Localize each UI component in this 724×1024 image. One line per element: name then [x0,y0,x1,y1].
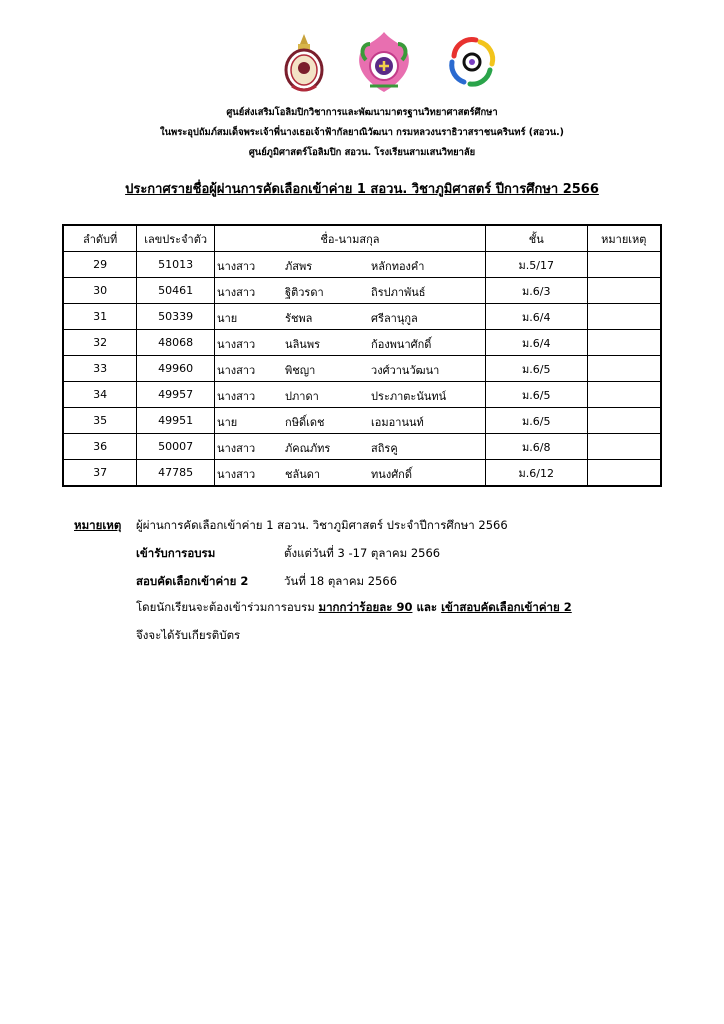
header-id: เลขประจำตัว [137,225,215,252]
name-prefix: นางสาว [217,260,256,273]
cell-class: ม.6/12 [485,460,587,487]
name-prefix: นางสาว [217,442,256,455]
cell-id: 49960 [137,356,215,382]
name-prefix: นาย [217,416,238,429]
cell-order: 33 [63,356,137,382]
cell-order: 35 [63,408,137,434]
cell-name [215,252,486,278]
header-line-1: ศูนย์ส่งเสริมโอลิมปิกวิชาการและพัฒนามาตรฐานวิทยาศาสตร์ศึกษา [226,107,498,118]
royal-emblem-icon [272,30,336,94]
cell-id: 48068 [137,330,215,356]
logo-bar [0,30,724,100]
cell-order: 30 [63,278,137,304]
last-name: หลักทองคำ [371,260,425,273]
table-row [63,382,661,408]
header-name: ชื่อ-นามสกุล [215,225,486,252]
cell-class: ม.6/8 [485,434,587,460]
cell-remark [587,434,661,460]
cell-remark [587,330,661,356]
header-line-3: ศูนย์ภูมิศาสตร์โอลิมปิก สอวน. โรงเรียนสามเสนวิทยาลัย [248,147,476,158]
olympiad-rings-icon [440,30,504,94]
cell-remark [587,408,661,434]
last-name: ศรีลานุกูล [371,312,418,325]
cell-id: 50007 [137,434,215,460]
cell-order: 36 [63,434,137,460]
cell-class: ม.6/4 [485,330,587,356]
cell-id: 50339 [137,304,215,330]
cell-remark [587,356,661,382]
last-name: ทนงศักดิ์ [371,468,412,481]
cell-order: 31 [63,304,137,330]
first-name: ภัคณภัทร [285,442,331,455]
first-name: นลินพร [285,338,320,351]
condition-result: จึงจะได้รับเกียรติบัตร [136,628,241,642]
table-header-row [63,225,661,252]
cell-id: 51013 [137,252,215,278]
training-label: เข้ารับการอบรม [136,546,216,560]
cell-class: ม.6/4 [485,304,587,330]
training-date: ตั้งแต่วันที่ 3 -17 ตุลาคม 2566 [284,546,441,560]
table-row [63,278,661,304]
first-name: ปภาดา [285,390,319,403]
header-order: ลำดับที่ [63,225,137,252]
cell-order: 37 [63,460,137,487]
cell-class: ม.6/5 [485,408,587,434]
table-row [63,252,661,278]
cell-name [215,460,486,487]
organization-header [0,103,724,163]
first-name: พิชญา [285,364,316,377]
table-row [63,434,661,460]
name-prefix: นาย [217,312,238,325]
first-name: ฐิติวรดา [285,286,324,299]
condition-exam: เข้าสอบคัดเลือกเข้าค่าย 2 [441,600,572,614]
cell-name [215,330,486,356]
first-name: รัชพล [285,312,313,325]
header-remark: หมายเหตุ [587,225,661,252]
condition-and: และ [412,600,442,614]
cell-remark [587,278,661,304]
cell-name [215,408,486,434]
last-name: วงศ์วานวัฒนา [371,364,440,377]
cell-id: 49951 [137,408,215,434]
school-emblem-icon [352,30,416,94]
table-row [63,460,661,487]
note-label: หมายเหตุ [74,518,122,532]
cell-class: ม.5/17 [485,252,587,278]
header-line-2: ในพระอุปถัมภ์สมเด็จพระเจ้าพี่นางเธอเจ้าฟ้ากัลยาณิวัฒนา กรมหลวงนราธิวาสราชนครินทร์ (สอวน.) [160,127,564,138]
cell-remark [587,304,661,330]
table-row [63,304,661,330]
cell-class: ม.6/5 [485,382,587,408]
exam-label: สอบคัดเลือกเข้าค่าย 2 [136,574,249,588]
cell-class: ม.6/3 [485,278,587,304]
last-name: ถิรปภาพันธ์ [371,286,426,299]
announcement-title: ประกาศรายชื่อผู้ผ่านการคัดเลือกเข้าค่าย 1 สอวน. วิชาภูมิศาสตร์ ปีการศึกษา 2566 [125,182,599,197]
cell-remark [587,252,661,278]
first-name: ชลันดา [285,468,321,481]
first-name: กษิดิ์เดช [285,416,325,429]
cell-id: 47785 [137,460,215,487]
exam-date: วันที่ 18 ตุลาคม 2566 [284,574,398,588]
cell-remark [587,460,661,487]
cell-id: 49957 [137,382,215,408]
cell-class: ม.6/5 [485,356,587,382]
name-prefix: นางสาว [217,364,256,377]
cell-order: 32 [63,330,137,356]
cell-name [215,356,486,382]
header-class: ชั้น [485,225,587,252]
table-row [63,408,661,434]
cell-name [215,278,486,304]
last-name: ประภาตะนันทน์ [371,390,447,403]
first-name: ภัสพร [285,260,313,273]
note-line-1: ผู้ผ่านการคัดเลือกเข้าค่าย 1 สอวน. วิชาภูมิศาสตร์ ประจำปีการศึกษา 2566 [136,518,508,532]
selected-students-table [62,224,662,487]
condition-attendance: มากกว่าร้อยละ 90 [318,600,413,614]
name-prefix: นางสาว [217,390,256,403]
last-name: ก้องพนาศักดิ์ [371,338,432,351]
cell-remark [587,382,661,408]
last-name: สถิรคู [371,442,398,455]
cell-name [215,382,486,408]
last-name: เอมอานนท์ [371,416,424,429]
name-prefix: นางสาว [217,338,256,351]
cell-name [215,434,486,460]
name-prefix: นางสาว [217,468,256,481]
cell-name [215,304,486,330]
table-row [63,356,661,382]
condition-prefix: โดยนักเรียนจะต้องเข้าร่วมการอบรม [136,600,319,614]
cell-order: 34 [63,382,137,408]
table-row [63,330,661,356]
cell-order: 29 [63,252,137,278]
condition-line [136,599,572,617]
cell-id: 50461 [137,278,215,304]
name-prefix: นางสาว [217,286,256,299]
